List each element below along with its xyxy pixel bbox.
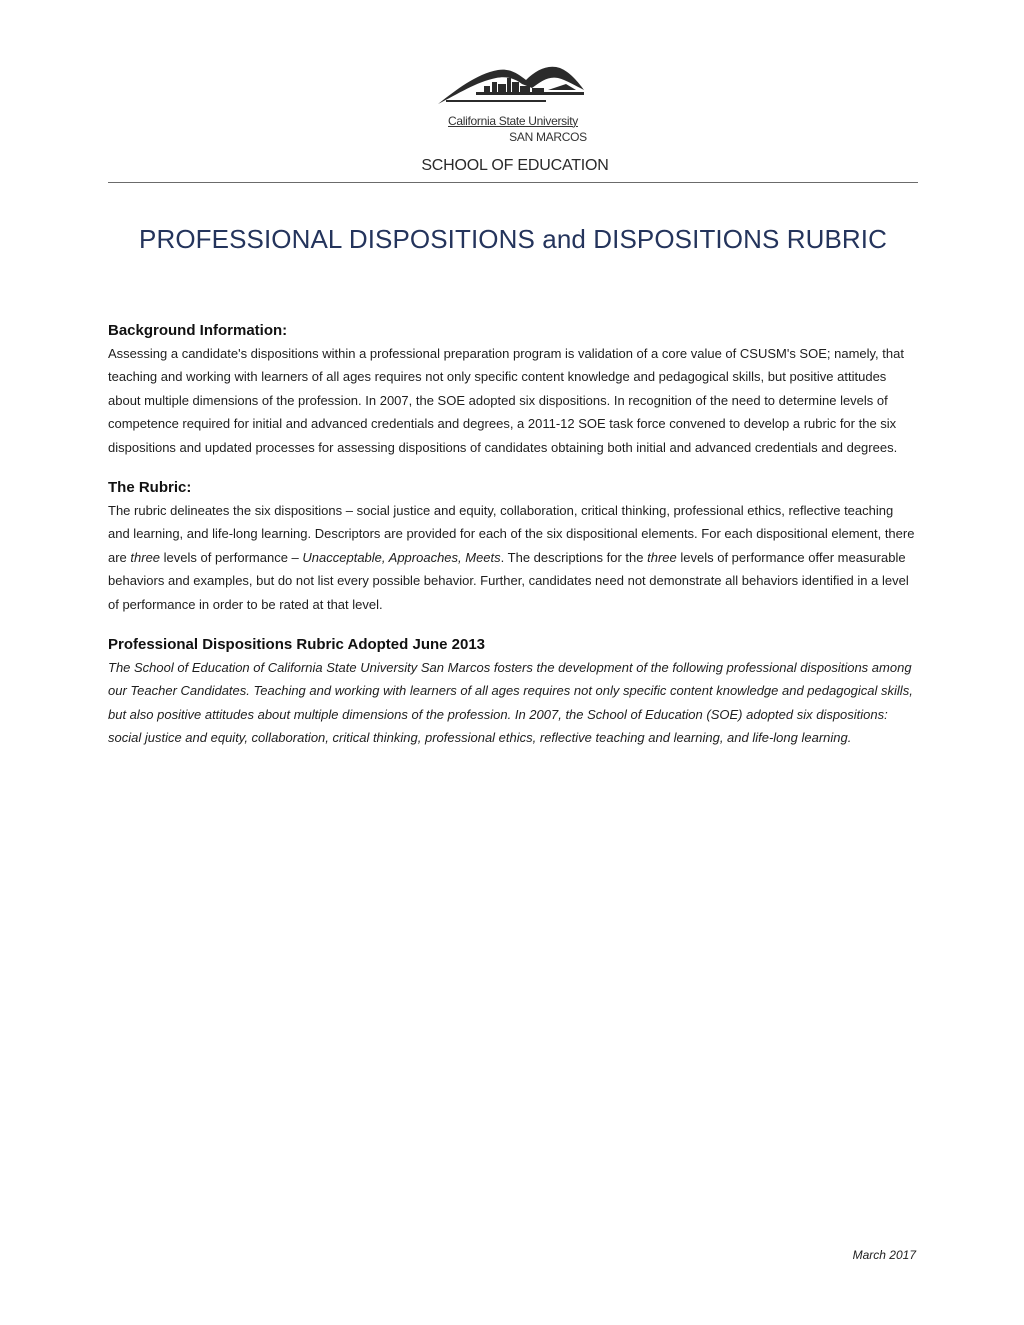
section-heading: Professional Dispositions Rubric Adopted June 2013	[108, 636, 486, 654]
emphasis-text: Unacceptable, Approaches, Meets	[302, 549, 501, 565]
section-heading: Background Information:	[108, 322, 288, 339]
header-divider	[108, 182, 918, 183]
text-run: The rubric delineates the six dispositions – social justice and equity, collaboration, critical thinking, professional ethics, reflective teaching and learning, and life-long learning. Descriptors are provided for each of the six dispositional elements. For each dispositional element, there are	[108, 503, 915, 565]
section-adopted-rubric	[108, 636, 916, 750]
logo-university-text: California State University	[448, 114, 578, 128]
document-header	[0, 0, 1024, 190]
section-rubric	[108, 479, 916, 616]
section-background	[108, 322, 916, 459]
emphasis-text: three	[647, 549, 677, 565]
text-run: . The descriptions for the	[500, 549, 648, 565]
section-paragraph: The School of Education of California State University San Marcos fosters the development of the following professional dispositions among our Teacher Candidates. Teaching and working with learners of all ages requires not only specific content knowledge and pedagogical skills, but also positive attitudes about multiple dimensions of the profession. In 2007, the School of Education (SOE) adopted six dispositions: social justice and equity, collaboration, critical thinking, professional ethics, reflective teaching and learning, and life-long learning.	[108, 660, 913, 746]
section-heading: The Rubric:	[108, 479, 192, 497]
logo-campus-text: SAN MARCOS	[509, 130, 587, 144]
text-run: levels of performance offer measurable behaviors and examples, but do not list every possible behavior. Further, candidates need not demonstrate all behaviors identified in a level of performance in order to be rated at that level.	[108, 549, 909, 612]
document-title: PROFESSIONAL DISPOSITIONS and DISPOSITIONS RUBRIC	[139, 224, 887, 254]
emphasis-text: three	[130, 549, 161, 565]
csusm-logo-icon	[436, 60, 586, 112]
section-paragraph: Assessing a candidate's dispositions within a professional preparation program is validation of a core value of CSUSM's SOE; namely, that teaching and working with learners of all ages requires not only specific content knowledge and pedagogical skills, but positive attitudes about multiple dimensions of the profession. In 2007, the SOE adopted six dispositions. In recognition of the need to determine levels of competence required for initial and advanced credentials and degrees, a 2011-12 SOE task force convened to develop a rubric for the six dispositions and updated processes for assessing dispositions of candidates obtaining both initial and advanced credentials and degrees.	[108, 346, 904, 455]
school-name: SCHOOL OF EDUCATION	[421, 157, 609, 174]
text-run: levels of performance –	[160, 549, 303, 565]
section-paragraph	[108, 499, 916, 616]
footer-date: March 2017	[852, 1248, 916, 1262]
document-body	[108, 322, 916, 770]
